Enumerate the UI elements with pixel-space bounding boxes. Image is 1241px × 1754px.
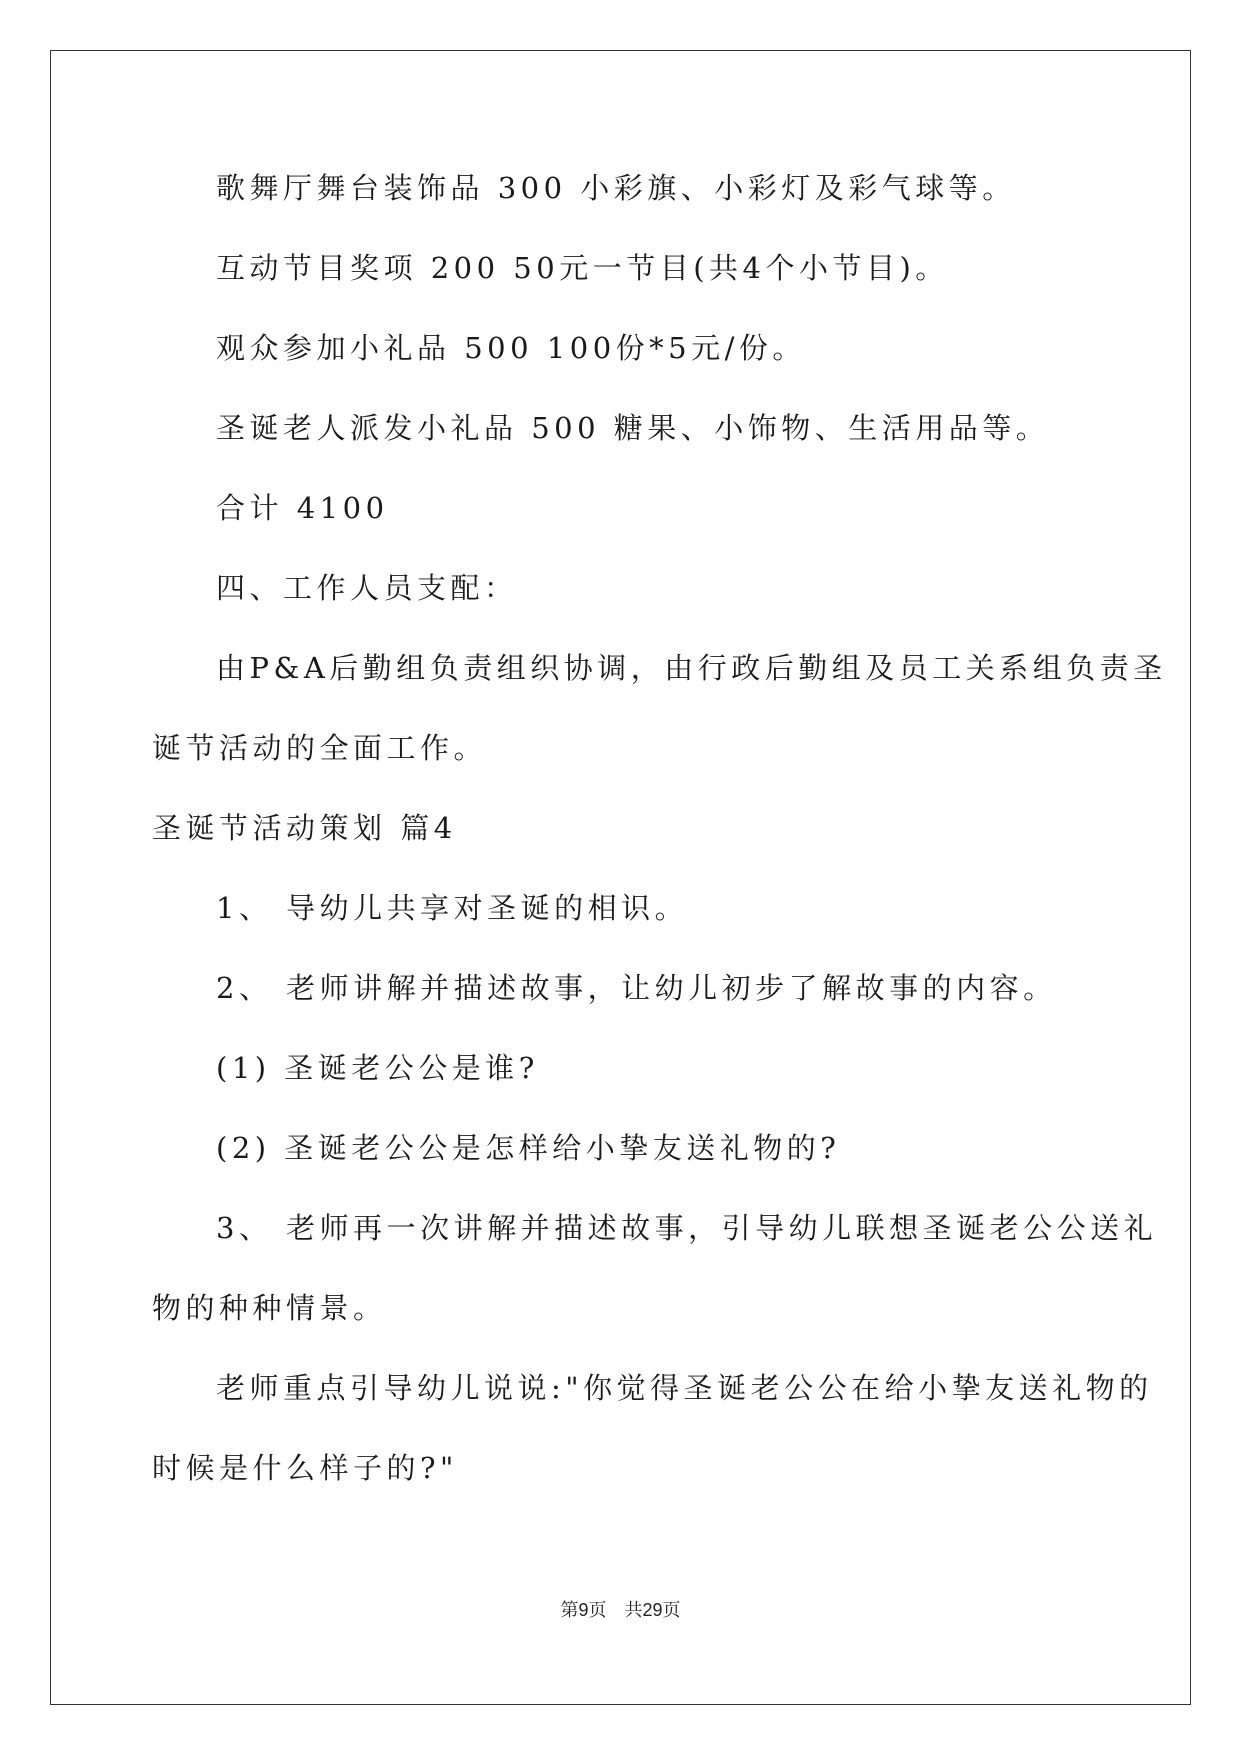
paragraph-line: 物的种种情景。 — [152, 1291, 387, 1325]
paragraph-line: 时候是什么样子的?" — [152, 1451, 458, 1485]
list-item: 3、 老师再一次讲解并描述故事，引导幼儿联想圣诞老公公送礼 — [216, 1211, 1158, 1245]
section-title: 圣诞节活动策划 篇4 — [152, 811, 457, 845]
list-item: (1) 圣诞老公公是谁? — [216, 1051, 539, 1085]
paragraph-line: 由P&A后勤组负责组织协调，由行政后勤组及员工关系组负责圣 — [216, 651, 1167, 685]
paragraph-line: 老师重点引导幼儿说说:"你觉得圣诞老公公在给小挚友送礼物的 — [216, 1371, 1153, 1405]
paragraph-line: 圣诞老人派发小礼品 500 糖果、小饰物、生活用品等。 — [216, 411, 1050, 445]
paragraph-line: 诞节活动的全面工作。 — [152, 731, 488, 765]
paragraph-line: 互动节目奖项 200 50元一节目(共4个小节目)。 — [216, 251, 949, 285]
paragraph-line: 歌舞厅舞台装饰品 300 小彩旗、小彩灯及彩气球等。 — [216, 171, 1016, 205]
list-item: (2) 圣诞老公公是怎样给小挚友送礼物的? — [216, 1131, 841, 1165]
paragraph-line: 合计 4100 — [216, 491, 389, 525]
list-item: 2、 老师讲解并描述故事，让幼儿初步了解故事的内容。 — [216, 971, 1057, 1005]
list-item: 1、 导幼儿共享对圣诞的相识。 — [216, 891, 689, 925]
section-heading: 四、工作人员支配： — [216, 571, 518, 605]
paragraph-line: 观众参加小礼品 500 100份*5元/份。 — [216, 331, 806, 365]
page-number: 第9页 共29页 — [560, 1600, 681, 1620]
